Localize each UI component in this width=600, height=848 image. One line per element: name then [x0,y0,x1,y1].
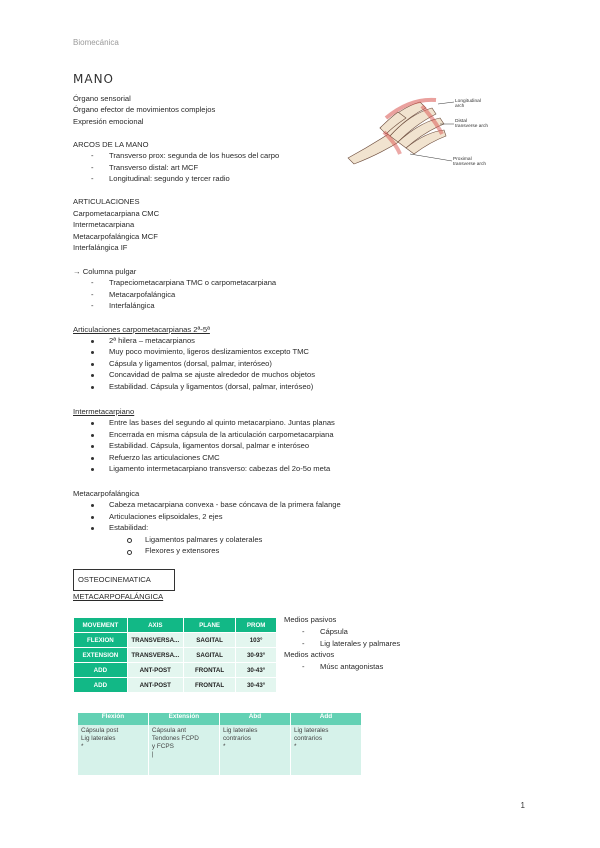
bullet-marker [91,527,94,530]
table-cell: TRANSVERSA... [127,648,183,663]
cmc-item: Cápsula y ligamentos (dorsal, palmar, interóseo) [109,359,272,368]
mcf-item: Cabeza metacarpiana convexa - base cóncava de la primera falange [109,500,341,509]
cell-line: Lig laterales [293,727,329,734]
table-cell: 103° [236,633,277,648]
table-cell: EXTENSION [74,648,128,663]
cell-line: | [151,751,154,758]
table-cell [148,725,219,775]
table-cell: FRONTAL [183,663,235,678]
cell-line: * [222,743,226,750]
bullet-marker [91,457,94,460]
figure-label-proximal: Proximal transverse arch [453,157,487,167]
bullet-marker [91,422,94,425]
articulacion-item: Metacarpofalángica MCF [73,232,158,241]
arcos-item: Transverso distal: art MCF [109,163,199,172]
cell-line: * [81,743,84,750]
bullet-marker [91,504,94,507]
dash-marker: - [91,290,94,299]
figure-label-distal: Distal transverse arch [455,119,489,129]
bullet-marker [91,434,94,437]
arcos-item: Transverso prox: segunda de los huesos del carpo [109,151,280,160]
cmc-item: 2ª hilera – metacarpianos [109,336,195,345]
table-header-row [74,618,277,633]
pulgar-item: Trapeciometacarpiana TMC o carpometacarpiana [109,278,277,287]
table-header-cell: MOVEMENT [74,618,128,633]
table-header-row [78,713,362,725]
bullet-marker [91,363,94,366]
cmc-heading: Articulaciones carpometacarpianas 2ª-5ª [73,325,210,334]
table-header-cell: Flexión [78,713,148,725]
bullet-marker [91,340,94,343]
page-title: MANO [73,72,114,86]
arcos-item: Longitudinal: segundo y tercer radio [109,174,230,183]
table-cell: 30-93° [236,648,277,663]
table-cell: 30-43° [236,678,277,693]
cell-line: y FCPS [151,743,174,750]
table-cell: SAGITAL [183,648,235,663]
cell-line: Lig laterales [222,727,258,734]
document-header: Biomecánica [73,38,119,47]
cell-line: Cápsula post [81,727,119,734]
articulacion-item: Carpometacarpiana CMC [73,209,160,218]
table-cell [78,725,148,775]
cell-line: Cápsula ant [151,727,187,734]
dash-marker: - [302,662,305,671]
table-cell: ADD [74,678,128,693]
bullet-marker [91,374,94,377]
mcf-subheading: METACARPOFALÁNGICA [73,592,164,601]
table-cell [290,725,361,775]
table-header-cell: Extensión [148,713,219,725]
articulacion-item: Interfalángica IF [73,243,128,252]
table-header-cell: Abd [219,713,290,725]
cell-line: contrarios [293,735,323,742]
rom-table [73,617,277,693]
medios-item: Lig laterales y palmares [320,639,401,648]
bullet-marker [91,445,94,448]
cmc-item: Concavidad de palma se ajuste alrededor de muchos objetos [109,370,316,379]
intro-line: Órgano sensorial [73,94,131,103]
dash-marker: - [91,301,94,310]
table-cell: SAGITAL [183,633,235,648]
medios-pasivos-heading: Medios pasivos [284,615,337,624]
circle-bullet-marker [127,538,132,543]
osteocinematica-heading: OSTEOCINEMATICA [78,575,151,584]
arcos-heading: ARCOS DE LA MANO [73,140,149,149]
hand-arches-figure [340,88,510,170]
inter-item: Ligamento intermetacarpiano transverso: cabezas del 2o-5o meta [109,464,331,473]
table-row [78,725,362,775]
dash-marker: - [302,627,305,636]
page-number: 1 [520,801,525,810]
table-cell: ANT-POST [127,678,183,693]
inter-item: Entre las bases del segundo al quinto metacarpiano. Juntas planas [109,418,335,427]
mcf-heading: Metacarpofalángica [73,489,140,498]
inter-item: Refuerzo las articulaciones CMC [109,453,220,462]
figure-label-longitudinal: Longitudinal arch [455,99,481,109]
table-cell: FLEXION [74,633,128,648]
dash-marker: - [91,151,94,160]
cmc-item: Estabilidad. Cápsula y ligamentos (dorsal, palmar, interóseo) [109,382,314,391]
intro-list [73,93,215,127]
table-cell: TRANSVERSA... [127,633,183,648]
mcf-item: Estabilidad: [109,523,149,532]
dash-marker: - [91,278,94,287]
cell-line: * [293,743,297,750]
table-cell [219,725,290,775]
cmc-item: Muy poco movimiento, ligeros deslizamientos excepto TMC [109,347,309,356]
table-row [74,663,277,678]
table-row [74,678,277,693]
pulgar-item: Metacarpofalángica [109,290,176,299]
bullet-marker [91,386,94,389]
mcf-subitem: Flexores y extensores [145,546,220,555]
table-cell: ANT-POST [127,663,183,678]
table-cell: FRONTAL [183,678,235,693]
table-cell: 30-43° [236,663,277,678]
dash-marker: - [91,163,94,172]
bullet-marker [91,516,94,519]
table-row [74,633,277,648]
table-row [74,648,277,663]
dash-marker: - [91,174,94,183]
inter-heading: Intermetacarpiano [73,407,135,416]
table-cell: ADD [74,663,128,678]
limitantes-table [78,713,362,775]
bullet-marker [91,468,94,471]
table-header-cell: PROM [236,618,277,633]
circle-bullet-marker [127,550,132,555]
articulacion-item: Intermetacarpiana [73,220,135,229]
cell-line: Lig laterales [81,735,116,742]
articulaciones-heading: ARTICULACIONES [73,197,140,206]
medios-activos-heading: Medios activos [284,650,335,659]
inter-item: Encerrada en misma cápsula de la articulación carpometacarpiana [109,430,334,439]
table-header-cell: PLANE [183,618,235,633]
medios-item: Cápsula [320,627,348,636]
intro-line: Expresión emocional [73,116,144,126]
medios-item: Músc antagonistas [320,662,384,671]
cell-line: contrarios [222,735,251,742]
cell-line: Tendones FCPD [151,735,199,742]
intro-line: Órgano efector de movimientos complejos [73,105,216,115]
pulgar-item: Interfalángica [109,301,155,310]
dash-marker: - [302,639,305,648]
inter-item: Estabilidad. Cápsula, ligamentos dorsal, palmar e interóseo [109,441,310,450]
table-header-cell: AXIS [127,618,183,633]
mcf-item: Articulaciones elipsoidales, 2 ejes [109,512,223,521]
bullet-marker [91,351,94,354]
table-header-cell: Add [290,713,361,725]
pulgar-heading: → Columna pulgar [73,267,137,276]
mcf-subitem: Ligamentos palmares y colaterales [145,535,263,544]
